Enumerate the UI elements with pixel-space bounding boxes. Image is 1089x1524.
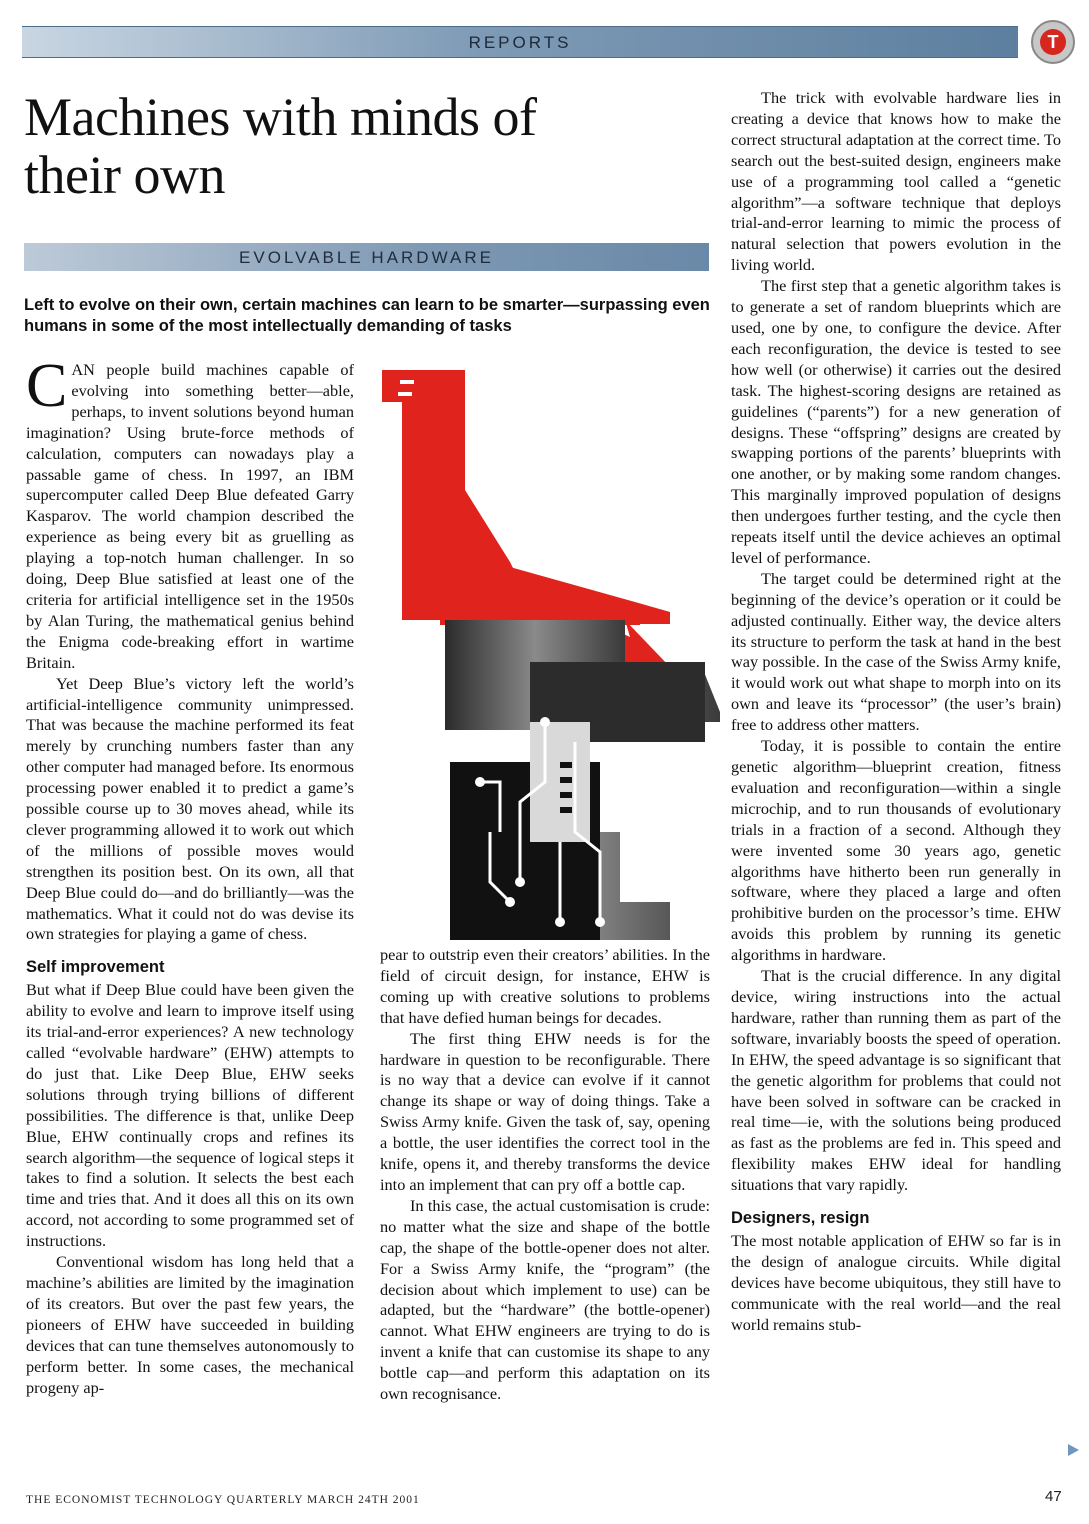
publication-footer: THE ECONOMIST TECHNOLOGY QUARTERLY MARCH 24TH 2001 <box>26 1494 420 1506</box>
paragraph: Today, it is possible to contain the entire genetic algorithm—blueprint creation, fitness evaluation and reconfiguration—within a single microchip, and to run thousands of evolutionary trials in a fraction of a second. Although they were invented some 30 years ago, genetic algorithms have hitherto been run generally in software, where they placed a large and often prohibitive burden on the processor’s time. EHW avoids this problem by running its genetic algorithms in hardware. <box>731 736 1061 965</box>
headline: Machines with minds of their own <box>24 87 537 205</box>
paragraph: pear to outstrip even their creators’ abilities. In the field of circuit design, for instance, EHW is coming up with creative solutions to problems that have defied human beings for decades. <box>380 945 710 1027</box>
paragraph: The first step that a genetic algorithm takes is to generate a set of random blueprints which are used, one by one, to configure the device. After each reconfiguration, the device is tested to see how well (or otherwise) it carries out the desired task. The highest-scoring designs are retained as guidelines (“parents”) for a new generation of designs. These “offspring” designs are created by swapping portions of the parents’ blueprints with one another, or by making some random changes. This marginally improved population of designs then undergoes further testing, and the cycle then repeats itself until the device achieves an optimal level of performance. <box>731 276 1061 567</box>
logo-letter: T <box>1040 29 1066 55</box>
paragraph: Yet Deep Blue’s victory left the world’s artificial-intelligence community unimpressed. That was because the machine performed its feat merely by crunching numbers faster than any other computer had managed before. Its enormous processing power enabled it to predict a game’s possible course up to 30 moves ahead, while its clever programming allowed it to work out which of the millions of possible moves would strengthen its position best. On its own, all that Deep Blue could do—and do brilliantly—was the mathematics. What it could not do was devise its own strategies for playing a game of chess. <box>26 673 354 944</box>
section-band <box>22 26 1018 58</box>
standfirst: Left to evolve on their own, certain machines can learn to be smarter—surpassing even humans in some of the most intellectually demanding of tasks <box>24 296 710 335</box>
circuit-head-illustration <box>370 362 725 940</box>
article-column-2 <box>380 945 710 1405</box>
subhead-designers-resign: Designers, resign <box>731 1209 870 1228</box>
paragraph: In this case, the actual customisation is crude: no matter what the size and shape of the bottle cap, the shape of the bottle-opener does not alter. For a Swiss Army knife, the “program” (the decision about which implement to use) can be adapted, but the “hardware” (the bottle-opener) cannot. What EHW engineers are trying to do is invent a knife that can customise its shape to any bottle cap—and perform this adaptation on its own recognisance. <box>380 1195 710 1404</box>
continue-arrow-icon <box>1068 1444 1079 1456</box>
paragraph: The most notable application of EHW so far is in the design of analogue circuits. While digital devices have become ubiquitous, they still have to communicate with the real world—and the real world remains stub- <box>731 1230 1061 1334</box>
paragraph: That is the crucial difference. In any digital device, wiring instructions into the actual hardware, rather than running them as part of the software, invariably boosts the speed of operation. In EHW, the speed advantage is so significant that the genetic algorithm for problems that could not have been solved in software can be cracked in real time—ie, with the solutions being produced as fast as the problems are fed in. This speed and flexibility makes EHW ideal for handling situations that vary rapidly. <box>731 966 1061 1195</box>
subsection-label: EVOLVABLE HARDWARE <box>239 248 494 267</box>
subhead-self-improvement: Self improvement <box>26 958 165 977</box>
section-label: REPORTS <box>468 33 572 52</box>
paragraph: But what if Deep Blue could have been given the ability to evolve and learn to improve itself using its trial-and-error experiences? A new technology called “evolvable hardware” (EHW) attempts to do just that. Like Deep Blue, EHW seeks solutions through trying billions of different possibilities. The difference is that, unlike Deep Blue, EHW continually crops and refines its search algorithm—the sequence of logical steps it takes to find a solution. It selects the best each time and tries that. And it does all this on its own accord, not according to some programmed set of instructions. <box>26 980 354 1251</box>
subsection-band <box>24 243 709 271</box>
paragraph: Conventional wisdom has long held that a machine’s abilities are limited by the imagination of its creators. But over the past few years, the pioneers of EHW have succeeded in building devices that can tune themselves autonomously to perform better. In some cases, the mechanical progeny ap- <box>26 1252 354 1397</box>
drop-cap: C <box>26 352 68 420</box>
paragraph: The first thing EHW needs is for the hardware in question to be reconfigurable. There is no way that a device can evolve if it cannot change its shape or way of doing things. Take a Swiss Army knife. Given the task of, say, opening a bottle, the user identifies the correct tool in the knife, opens it, and thereby transforms the device into an implement that can pry off a bottle cap. <box>380 1028 710 1194</box>
paragraph: The trick with evolvable hardware lies in creating a device that knows how to make the correct structural adaptation at the correct time. To search out the best-suited design, engineers make use of a programming tool called a “genetic algorithm”—a software technique that deploys trial-and-error learning to mimic the process of natural selection that powers evolution in the living world. <box>731 88 1061 275</box>
article-column-3 <box>731 88 1061 1335</box>
page-number: 47 <box>1045 1488 1062 1505</box>
paragraph: CAN people build machines capable of evolving into something better—able, perhaps, to invent solutions beyond human imagination? Using brute-force methods of calculation, computers can nowadays play a passable game of chess. In 1997, an IBM supercomputer called Deep Blue defeated Garry Kasparov. The world champion described the experience as being every bit as gruelling as playing a top-notch human challenger. In so doing, Deep Blue satisfied at least one of the criteria for artificial intelligence set in the 1950s by Alan Turing, the mathematical genius behind the Enigma code-breaking effort in wartime Britain. <box>26 352 354 672</box>
paragraph: The target could be determined right at the beginning of the device’s operation or it could be adjusted continually. Either way, the device alters its structure to perform the task at hand in the best way possible. In the case of the Swiss Army knife, it would work out what shape to morph into on its own and leave its “processor” (the user’s brain) free to address other matters. <box>731 568 1061 735</box>
article-column-1 <box>26 352 354 1398</box>
tq-logo-icon <box>1031 20 1075 64</box>
